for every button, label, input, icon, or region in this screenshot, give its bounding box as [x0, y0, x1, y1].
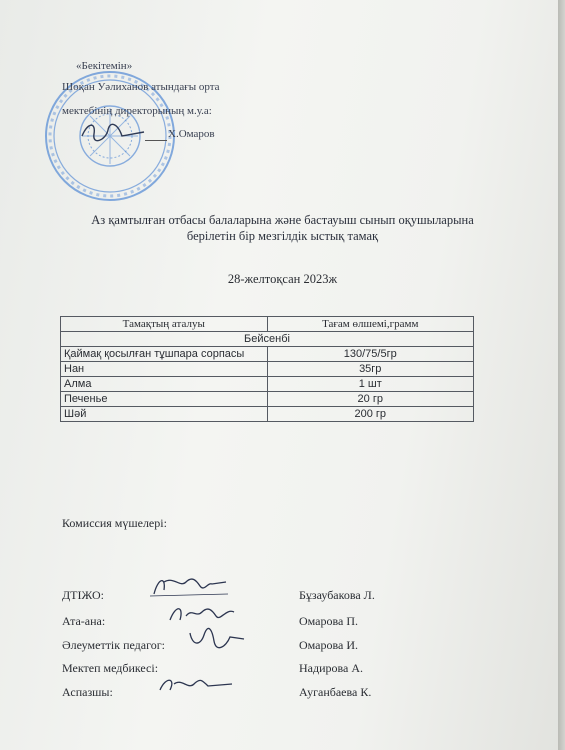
table-row-day	[61, 332, 474, 347]
signature-3-icon	[186, 625, 246, 653]
dish-name: Нан	[61, 362, 268, 377]
dish-name: Қаймақ қосылған тұшпара сорпасы	[61, 347, 268, 362]
member-name: Омарова И.	[299, 638, 359, 652]
dish-amount: 1 шт	[267, 377, 474, 392]
member-role: Аспазшы:	[62, 685, 113, 699]
member-name: Надирова А.	[299, 661, 364, 675]
dish-name: Шәй	[61, 407, 268, 422]
member-name: Ауганбаева К.	[299, 685, 372, 699]
member-role: Ата-ана:	[62, 614, 106, 628]
director-role-line: мектебінің директорының м.у.а:	[62, 105, 212, 117]
table-row	[61, 377, 474, 392]
table-row	[61, 347, 474, 362]
member-role: Мектеп медбикесі:	[62, 661, 159, 675]
table-row	[61, 407, 474, 422]
document-title-line2: берілетін бір мезгілдік ыстық тамақ	[186, 229, 379, 243]
dish-name: Алма	[61, 377, 268, 392]
signature-2-icon	[166, 600, 238, 628]
school-name-line: Шоқан Уәлиханов атындағы орта	[62, 81, 220, 93]
column-header-portion: Тағам өлшемі,грамм	[267, 317, 474, 332]
approval-stamp-text: «Бекітемін»	[76, 60, 133, 72]
table-row	[61, 392, 474, 407]
commission-heading: Комиссия мүшелері:	[62, 516, 167, 530]
member-name: Бұзаубакова Л.	[299, 588, 375, 602]
member-name: Омарова П.	[299, 614, 359, 628]
document-title-line1: Аз қамтылған отбасы балаларына және бастауыш сынып оқушыларына	[91, 213, 474, 227]
director-signature-icon	[78, 118, 148, 144]
dish-amount: 20 гр	[267, 392, 474, 407]
dish-amount: 35гр	[267, 362, 474, 377]
signature-1-icon	[150, 572, 230, 600]
menu-table	[60, 316, 474, 422]
director-name: Х.Омаров	[168, 128, 215, 140]
document-date: 28-желтоқсан 2023ж	[227, 272, 338, 286]
dish-name: Печенье	[61, 392, 268, 407]
day-label: Бейсенбі	[61, 332, 474, 347]
member-role: ДТІЖО:	[62, 588, 104, 602]
column-header-dish: Тамақтың аталуы	[61, 317, 268, 332]
member-role: Әлеуметтік педагог:	[62, 638, 165, 652]
dish-amount: 200 гр	[267, 407, 474, 422]
page-edge-shadow	[558, 0, 565, 750]
signature-4-icon	[156, 672, 236, 698]
table-row	[61, 362, 474, 377]
table-header-row	[61, 317, 474, 332]
dish-amount: 130/75/5гр	[267, 347, 474, 362]
director-signature-line	[145, 140, 167, 141]
